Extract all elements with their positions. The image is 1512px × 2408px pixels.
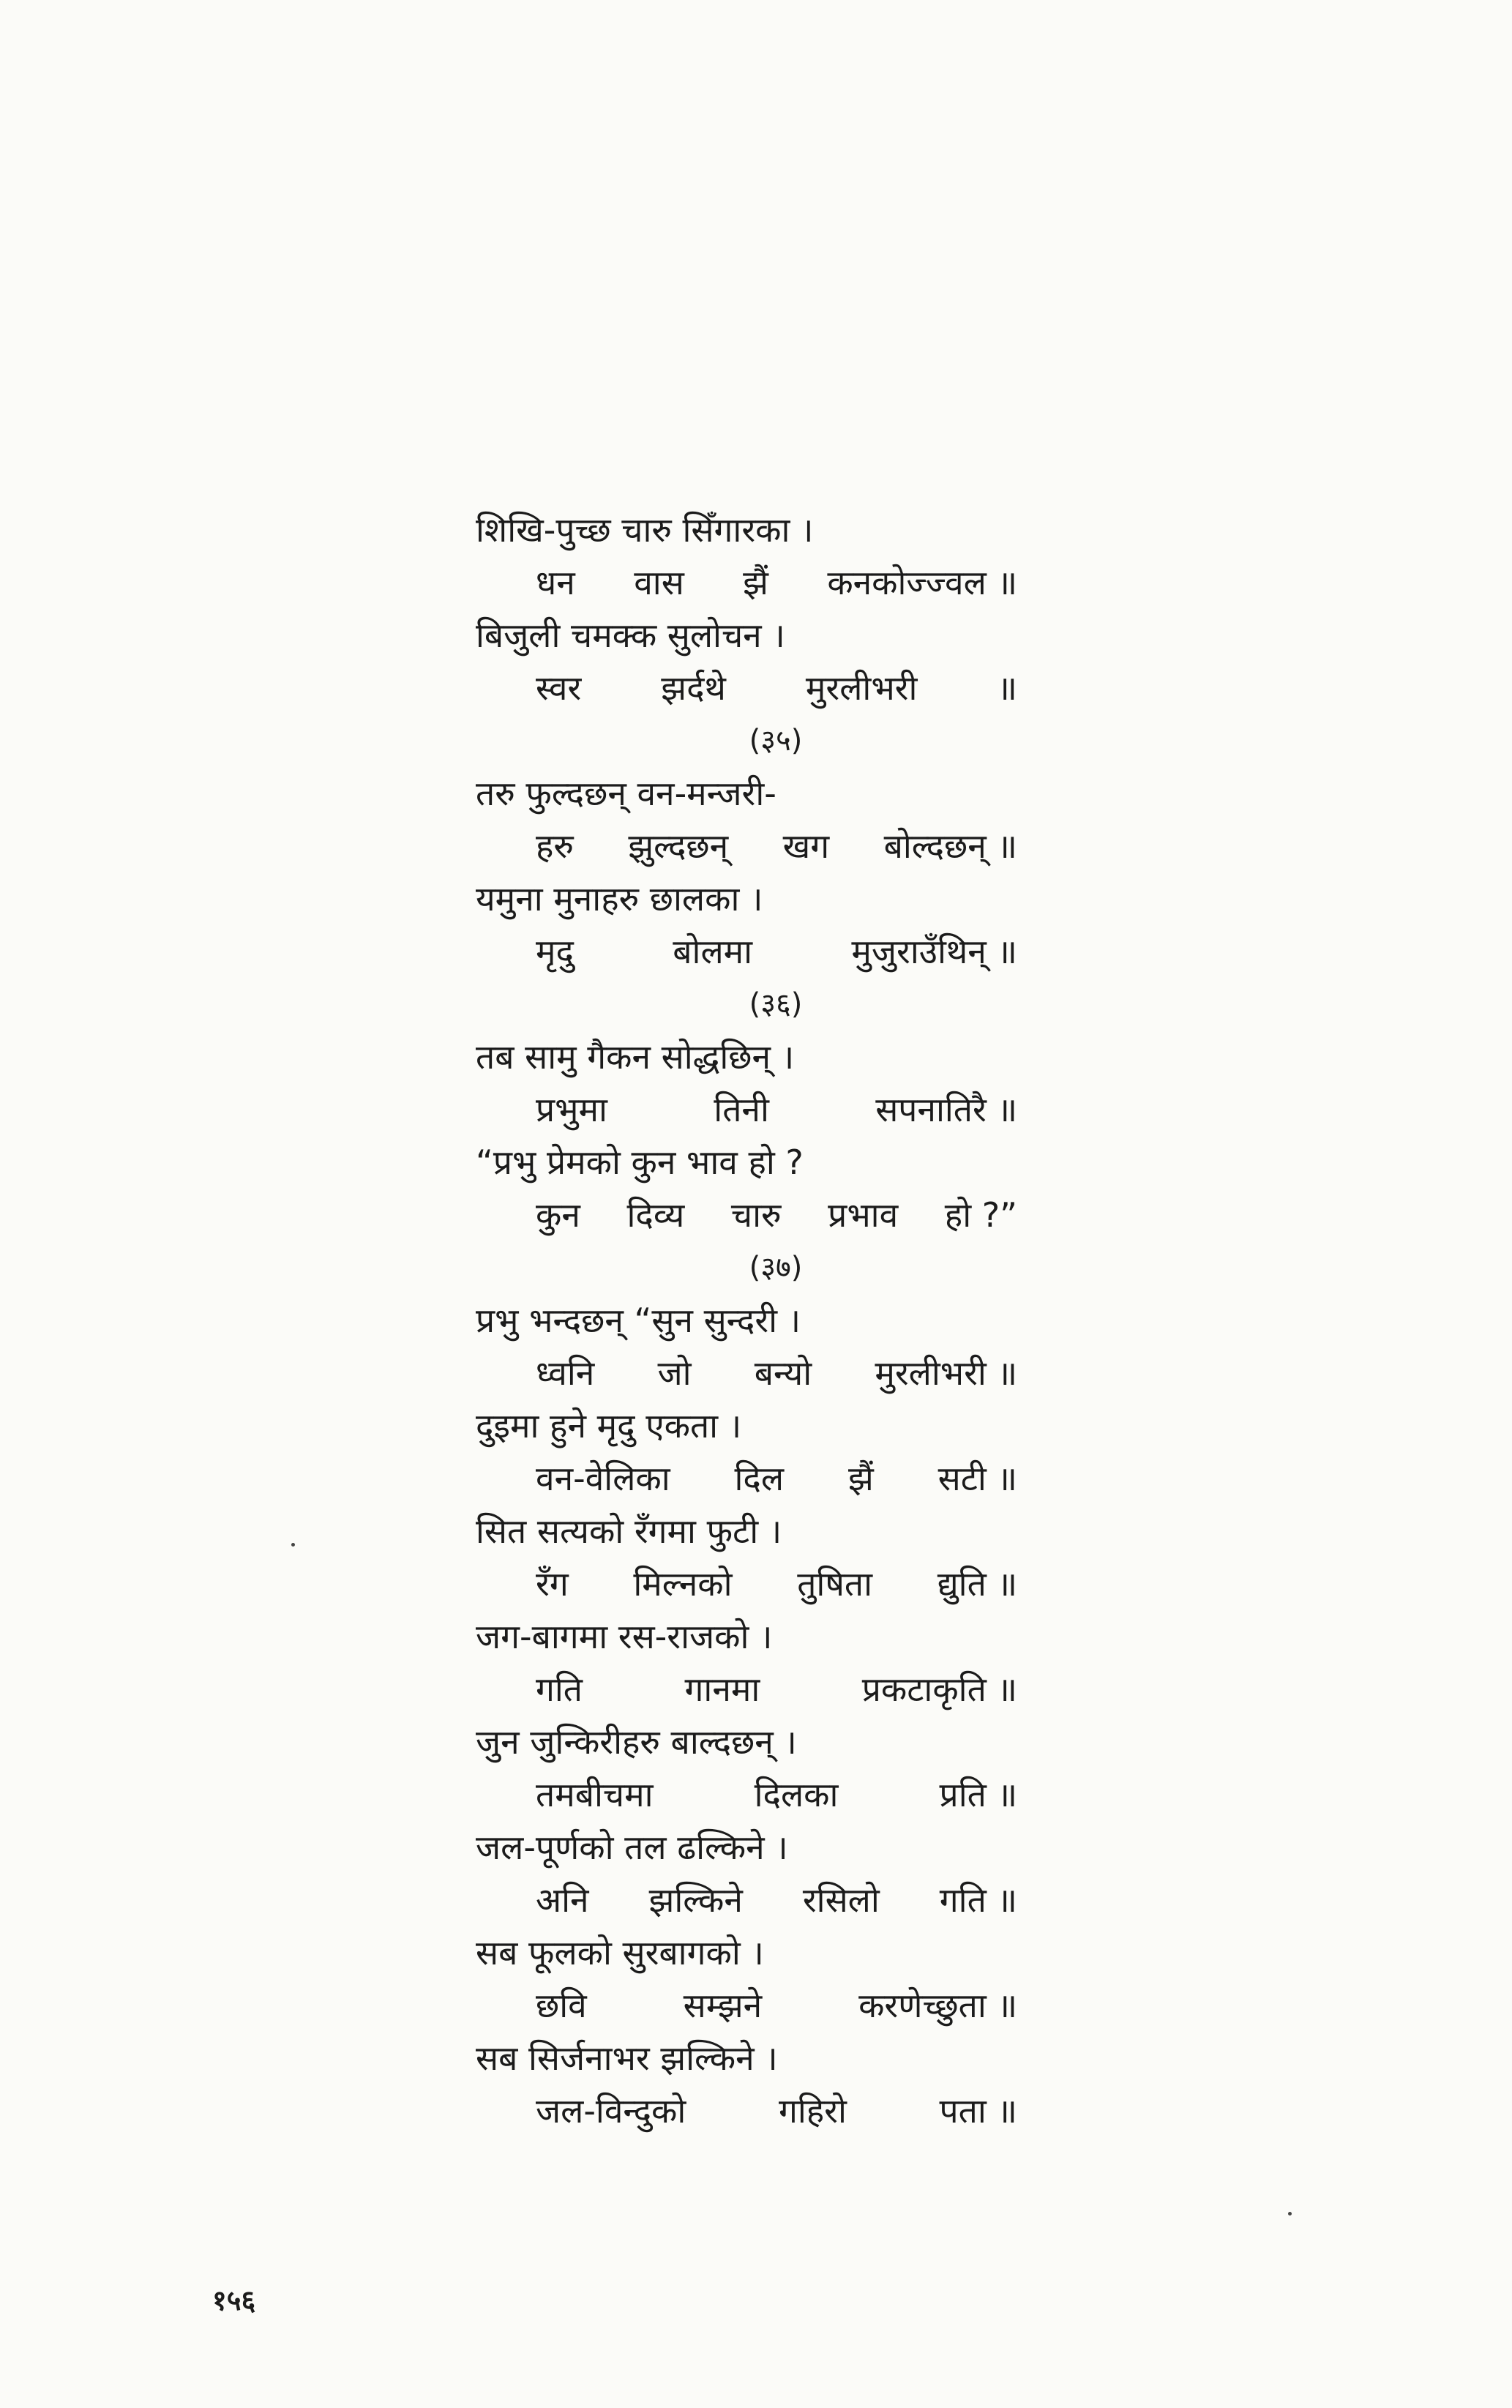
page-number: १५६ — [212, 2284, 256, 2317]
poem-line-indented — [476, 1452, 1017, 1505]
poem-word: तुषिता — [797, 1564, 873, 1604]
poem-word: रसिलो — [802, 1880, 880, 1920]
poem-line-indented — [476, 1768, 1017, 1821]
poem-word: करणेच्छुता ॥ — [858, 1986, 1017, 2025]
poem-line: सित सत्यको रँगमा फुटी । — [476, 1511, 782, 1551]
scan-speck — [1288, 2212, 1292, 2216]
poem-line-indented — [476, 1189, 1017, 1241]
poem-word: तिनी — [714, 1090, 769, 1129]
poem-word: झर्दथे — [661, 668, 726, 708]
poem-word: दिव्य — [626, 1195, 685, 1235]
poem-word: कनकोज्ज्वल ॥ — [827, 563, 1017, 602]
poem-word: धन — [536, 563, 575, 602]
poem-word: झल्किने — [648, 1880, 743, 1920]
poem-word: तमबीचमा — [536, 1775, 654, 1814]
poem-word: छवि — [536, 1986, 587, 2025]
poem-word: दिल — [734, 1459, 785, 1498]
poem-word: सपनातिरै ॥ — [875, 1090, 1017, 1129]
poem-word: झैं — [847, 1459, 874, 1498]
poem-word: झैं — [743, 563, 768, 602]
poem-line: जग-बागमा रस-राजको । — [476, 1617, 773, 1656]
poem-word: अनि — [536, 1880, 589, 1920]
poem-line: तरु फुल्दछन् वन-मन्जरी- — [476, 774, 776, 813]
poem-word: गति ॥ — [939, 1880, 1017, 1920]
poem-word: चारु — [730, 1195, 782, 1235]
poem-line-indented — [476, 925, 1017, 978]
poem-word: खग — [782, 826, 830, 866]
poem-word: पता ॥ — [939, 2091, 1017, 2131]
poem-word: प्रकटाकृति ॥ — [861, 1669, 1017, 1709]
poem-word: मृदु — [536, 932, 574, 971]
poem-word: गानमा — [684, 1669, 760, 1709]
poem-line: जल-पूर्णको तल ढल्किने । — [476, 1828, 788, 1867]
poem-line-indented — [476, 1558, 1017, 1610]
poem-line: सब फूलको सुरबागको । — [476, 1933, 764, 1973]
poem-line: दुइमा हुने मृदु एकता । — [476, 1406, 742, 1446]
poem-line-indented — [476, 1979, 1017, 2032]
stanza-number: (३६) — [749, 987, 803, 1021]
poem-word: वास — [634, 563, 684, 602]
poem-word: गहिरो — [778, 2091, 847, 2131]
poem-word: बोल्दछन् ॥ — [883, 826, 1017, 866]
poem-line: शिखि-पुच्छ चारु सिँगारका । — [476, 510, 814, 550]
poem-word: प्रति ॥ — [939, 1775, 1017, 1814]
poem-word: प्रभुमा — [536, 1090, 607, 1129]
stanza-number: (३७) — [749, 1251, 803, 1285]
poem-line: प्रभु भन्दछन् “सुन सुन्दरी । — [476, 1301, 801, 1340]
poem-line: जुन जुन्किरीहरु बाल्दछन् । — [476, 1722, 797, 1762]
poem-word: झुल्दछन् — [628, 826, 729, 866]
poem-word: हरु — [536, 826, 574, 866]
poem-line-indented — [476, 1663, 1017, 1716]
poem-word: कुन — [536, 1195, 580, 1235]
poem-line-indented — [476, 1347, 1017, 1399]
poem-word: हो ?” — [944, 1195, 1017, 1235]
poem-block — [476, 504, 1017, 2137]
poem-word: दिलका — [754, 1775, 839, 1814]
scan-speck — [291, 1543, 295, 1547]
poem-word: मुरलीभरी — [805, 668, 918, 708]
poem-word: मुरलीभरी ॥ — [875, 1353, 1017, 1393]
poem-word: मुजुराउँथिन् ॥ — [851, 932, 1017, 971]
poem-word: प्रभाव — [828, 1195, 899, 1235]
poem-line: यमुना मुनाहरु छालका । — [476, 879, 763, 919]
poem-word: ध्वनि — [536, 1353, 595, 1393]
poem-line: तब सामु गैकन सोद्धछिन् । — [476, 1037, 795, 1077]
poem-word: ॥ — [997, 668, 1017, 708]
poem-word: जो — [657, 1353, 692, 1393]
poem-line-indented — [476, 662, 1017, 714]
poem-word: सटी ॥ — [937, 1459, 1017, 1498]
poem-line: “प्रभु प्रेमको कुन भाव हो ? — [476, 1143, 804, 1182]
poem-line-indented — [476, 820, 1017, 872]
poem-line-indented — [476, 1874, 1017, 1926]
poem-line: सब सिर्जनाभर झल्किने । — [476, 2038, 778, 2078]
poem-word: बन्यो — [754, 1353, 812, 1393]
poem-line-indented — [476, 1083, 1017, 1136]
poem-word: मिल्नको — [633, 1564, 733, 1604]
poem-line: बिजुली चमक्क सुलोचन । — [476, 616, 785, 655]
poem-word: गति — [536, 1669, 583, 1709]
poem-word: सम्झने — [683, 1986, 763, 2025]
poem-word: जल-विन्दुको — [536, 2091, 686, 2131]
poem-line-indented — [476, 2084, 1017, 2137]
stanza-number: (३५) — [749, 724, 803, 758]
poem-word: बोलमा — [673, 932, 753, 971]
poem-word: द्युति ॥ — [937, 1564, 1017, 1604]
poem-word: रँग — [536, 1564, 569, 1604]
poem-line-indented — [476, 556, 1017, 609]
poem-word: वन-वेलिका — [536, 1459, 670, 1498]
poem-word: स्वर — [536, 668, 582, 708]
